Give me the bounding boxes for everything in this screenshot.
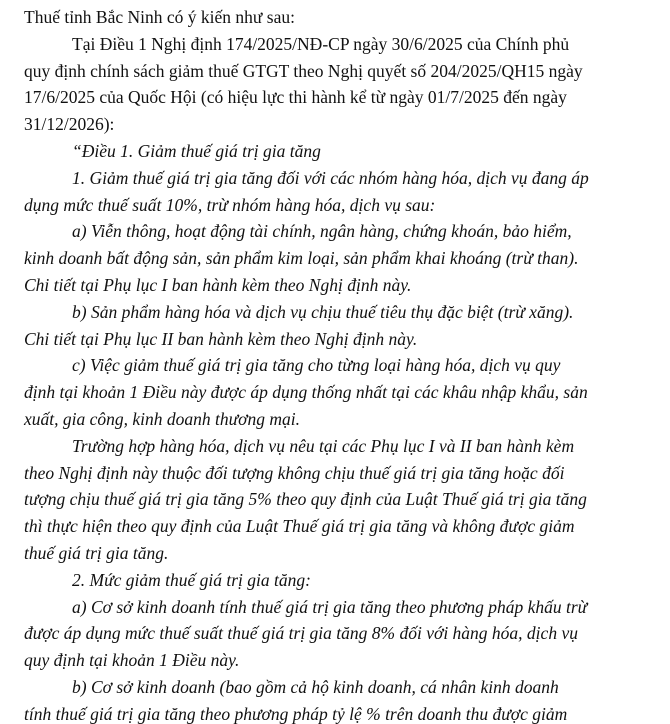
doc-line: xuất, gia công, kinh doanh thương mại. bbox=[24, 408, 301, 429]
doc-line-reference: Tại Điều 1 Nghị định 174/2025/NĐ-CP ngày 30/6/2025 của Chính phủ bbox=[72, 33, 570, 54]
doc-line: được áp dụng mức thuế suất thuế giá trị gia tăng 8% đối với hàng hóa, dịch vụ bbox=[24, 623, 578, 644]
clause-1: 1. Giảm thuế giá trị gia tăng đối với các nhóm hàng hóa, dịch vụ đang áp bbox=[72, 167, 589, 188]
doc-line: 31/12/2026): bbox=[24, 114, 115, 135]
doc-line: tính thuế giá trị gia tăng theo phương pháp tỷ lệ % trên doanh thu được giảm bbox=[24, 703, 568, 724]
doc-line: tượng chịu thuế giá trị gia tăng 5% theo quy định của Luật Thuế giá trị gia tăng bbox=[24, 489, 587, 510]
doc-line: định tại khoản 1 Điều này được áp dụng thống nhất tại các khâu nhập khẩu, sản bbox=[24, 382, 588, 403]
clause-1b: b) Sản phẩm hàng hóa và dịch vụ chịu thuế tiêu thụ đặc biệt (trừ xăng). bbox=[72, 301, 574, 322]
doc-line: thuế giá trị gia tăng. bbox=[24, 542, 169, 563]
doc-line: dụng mức thuế suất 10%, trừ nhóm hàng hóa, dịch vụ sau: bbox=[24, 194, 436, 215]
clause-1c: c) Việc giảm thuế giá trị gia tăng cho từng loại hàng hóa, dịch vụ quy bbox=[72, 355, 561, 376]
clause-2b: b) Cơ sở kinh doanh (bao gồm cả hộ kinh doanh, cá nhân kinh doanh bbox=[72, 676, 559, 697]
clause-1a: a) Viễn thông, hoạt động tài chính, ngân hàng, chứng khoán, bảo hiểm, bbox=[72, 221, 572, 242]
clause-2: 2. Mức giảm thuế giá trị gia tăng: bbox=[72, 569, 311, 590]
doc-line: theo Nghị định này thuộc đối tượng không chịu thuế giá trị gia tăng hoặc đối bbox=[24, 462, 565, 483]
article-heading: “Điều 1. Giảm thuế giá trị gia tăng bbox=[72, 140, 321, 161]
doc-line: kinh doanh bất động sản, sản phẩm kim loại, sản phẩm khai khoáng (trừ than). bbox=[24, 248, 579, 269]
doc-line: Chi tiết tại Phụ lục II ban hành kèm theo Nghị định này. bbox=[24, 328, 418, 349]
doc-line: Chi tiết tại Phụ lục I ban hành kèm theo Nghị định này. bbox=[24, 274, 412, 295]
doc-line: 17/6/2025 của Quốc Hội (có hiệu lực thi hành kể từ ngày 01/7/2025 đến ngày bbox=[24, 87, 567, 108]
doc-line-intro: Thuế tỉnh Bắc Ninh có ý kiến như sau: bbox=[24, 7, 295, 27]
exception-paragraph: Trường hợp hàng hóa, dịch vụ nêu tại các Phụ lục I và II ban hành kèm bbox=[72, 435, 575, 456]
clause-2a: a) Cơ sở kinh doanh tính thuế giá trị gia tăng theo phương pháp khấu trừ bbox=[72, 596, 588, 617]
doc-line: thì thực hiện theo quy định của Luật Thuế giá trị gia tăng và không được giảm bbox=[24, 516, 575, 537]
doc-line: quy định tại khoản 1 Điều này. bbox=[24, 650, 240, 671]
doc-line: quy định chính sách giảm thuế GTGT theo Nghị quyết số 204/2025/QH15 ngày bbox=[24, 60, 583, 81]
